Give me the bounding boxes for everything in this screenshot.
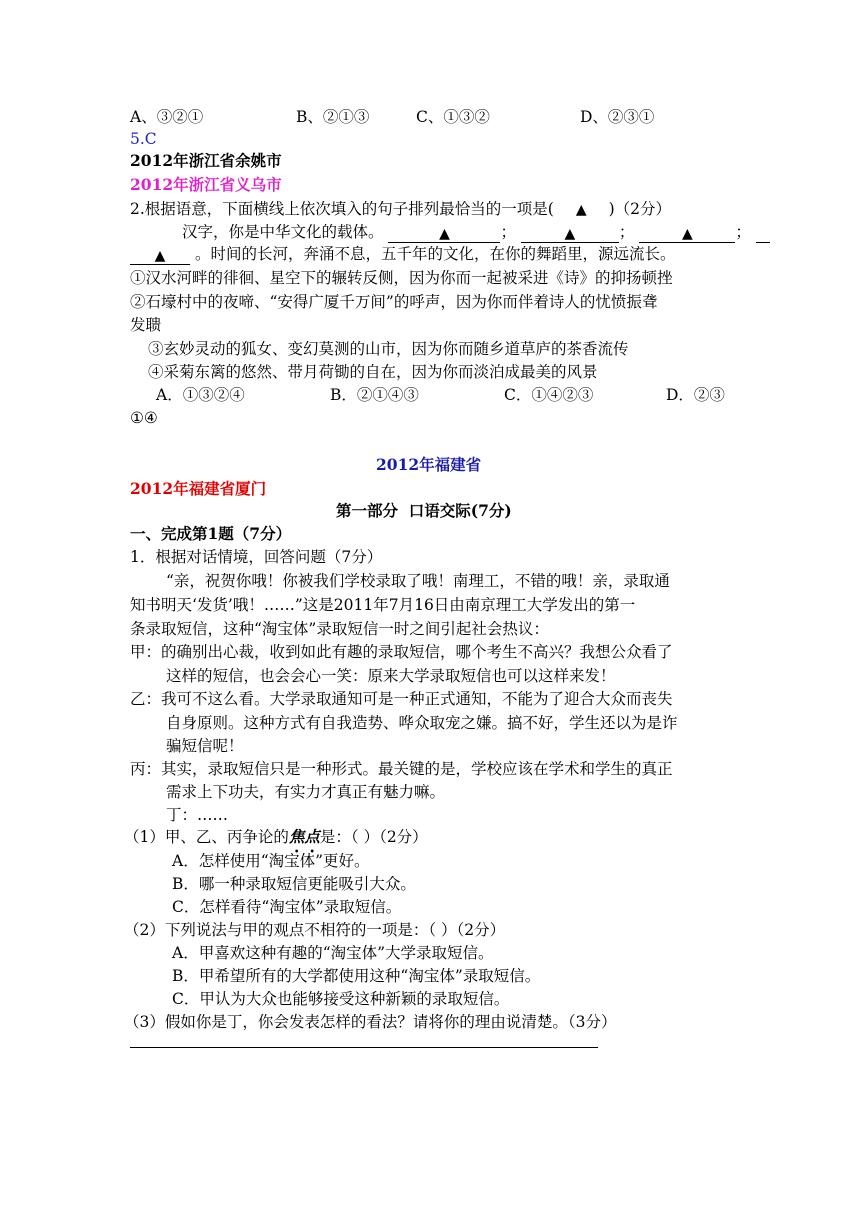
jia-line1: 甲：的确别出心裁，收到如此有趣的录取短信，哪个考生不高兴？我想公众看了 [130, 643, 673, 661]
blank-3[interactable] [639, 222, 735, 243]
q2-option-a: A．①③②④ [156, 386, 245, 404]
q2-option-d-cont: ①④ [130, 409, 158, 427]
option-c: C、①③② [416, 108, 490, 126]
item-2: ②石壕村中的夜啼、“安得广厦千万间”的呼声，因为你而伴着诗人的忧愤振聋 [130, 293, 658, 311]
yi-line2: 自身原则。这种方式有自我造势、哗众取宠之嫌。搞不好，学生还以为是诈 [166, 714, 678, 732]
q2-stem-text: 2.根据语意，下面横线上依次填入的句子排列最恰当的一项是( [130, 200, 554, 218]
q2-passage-line1 [182, 221, 770, 243]
triangle-marker: ▲ [154, 248, 166, 264]
blank-4[interactable] [130, 244, 190, 265]
yi-line1: 乙：我可不这么看。大学录取通知可是一种正式通知，不能为了迎合大众而丧失 [130, 690, 673, 708]
separator: ； [500, 223, 516, 241]
blank-2[interactable] [521, 222, 619, 243]
blank-4-start[interactable] [756, 222, 770, 243]
q1-stem: 1．根据对话情境，回答问题（7分） [130, 548, 383, 566]
bing-line2: 需求上下功夫，有实力才真正有魅力嘛。 [166, 783, 446, 801]
option-d: D、②③① [580, 108, 655, 126]
quote-line2: 知书明天‘发货’哦！……”这是2011年7月16日由南京理工大学发出的第一 [130, 596, 636, 614]
item-2-cont: 发聩 [130, 316, 162, 334]
q2-passage-line2 [130, 243, 675, 265]
q2-option-b: B．②①④③ [330, 386, 419, 404]
passage-text: 。时间的长河，奔涌不息，五千年的文化，在你的舞蹈里，源远流长。 [194, 245, 676, 263]
triangle-marker: ▲ [681, 226, 693, 242]
bing-line1: 丙：其实，录取短信只是一种形式。最关键的是，学校应该在学术和学生的真正 [130, 760, 673, 778]
subquestion-1 [124, 826, 428, 848]
q2-option-c: C．①④②③ [504, 386, 594, 404]
answer-5: 5.C [130, 130, 157, 148]
item-3: ③玄妙灵动的狐女、变幻莫测的山市，因为你而随乡道草庐的茶香流传 [148, 340, 629, 358]
item-1: ①汉水河畔的徘徊、星空下的辗转反侧，因为你而一起被采进《诗》的抑扬顿挫 [130, 269, 673, 287]
triangle-marker: ▲ [564, 226, 576, 242]
answer-line[interactable] [130, 1047, 598, 1048]
subquestion-1-tail: 是：（ ）（2分） [319, 828, 428, 846]
separator: ； [735, 223, 751, 241]
q2-stem-tail: )（2分） [608, 200, 672, 218]
heading-fujian: 2012年福建省 [376, 455, 482, 474]
triangle-marker: ▲ [575, 202, 587, 218]
sq2-option-b: B．甲希望所有的大学都使用这种“淘宝体”录取短信。 [172, 967, 541, 985]
focus-emphasis: 焦点 [288, 827, 320, 846]
passage-text: 汉字，你是中华文化的载体。 [182, 223, 384, 241]
quote-line3: 条录取短信，这种“淘宝体”录取短信一时之间引起社会热议： [130, 620, 549, 638]
section-1-heading: 一、完成第1题（7分） [130, 524, 292, 543]
sq1-option-c: C．怎样看待“淘宝体”录取短信。 [172, 898, 402, 916]
heading-xiamen: 2012年福建省厦门 [130, 479, 267, 498]
option-b: B、②①③ [296, 108, 370, 126]
heading-yiwu: 2012年浙江省义乌市 [130, 175, 282, 194]
sq2-option-c: C．甲认为大众也能够接受这种新颖的录取短信。 [172, 990, 510, 1008]
part1-title: 第一部分 口语交际(7分) [336, 501, 512, 520]
yi-line3: 骗短信呢！ [166, 737, 244, 755]
quote-line1: “亲，祝贺你哦！你被我们学校录取了哦！南理工，不错的哦！亲，录取通 [166, 572, 670, 590]
subquestion-2: （2）下列说法与甲的观点不相符的一项是：（ ）（2分） [124, 921, 506, 939]
item-4: ④采菊东篱的悠然、带月荷锄的自在，因为你而淡泊成最美的风景 [148, 363, 598, 381]
q2-option-d: D．②③ [666, 386, 725, 404]
separator: ； [618, 223, 635, 241]
option-a: A、③②① [130, 108, 204, 126]
heading-yuyao: 2012年浙江省余姚市 [130, 151, 282, 170]
sq2-option-a: A．甲喜欢这种有趣的“淘宝体”大学录取短信。 [172, 944, 494, 962]
jia-line2: 这样的短信，也会会心一笑：原来大学录取短信也可以这样来发！ [166, 667, 616, 685]
q2-stem [130, 198, 671, 220]
blank-1[interactable] [388, 222, 500, 243]
sq1-option-b: B．哪一种录取短信更能吸引大众。 [172, 875, 416, 893]
triangle-marker: ▲ [439, 226, 450, 242]
subquestion-1-text: （1）甲、乙、丙争论的 [124, 828, 289, 846]
sq1-option-a: A．怎样使用“淘宝体”更好。 [172, 852, 370, 870]
ding-line: 丁：…… [166, 806, 229, 824]
subquestion-3: （3）假如你是丁，你会发表怎样的看法？请将你的理由说清楚。（3分） [124, 1013, 617, 1031]
